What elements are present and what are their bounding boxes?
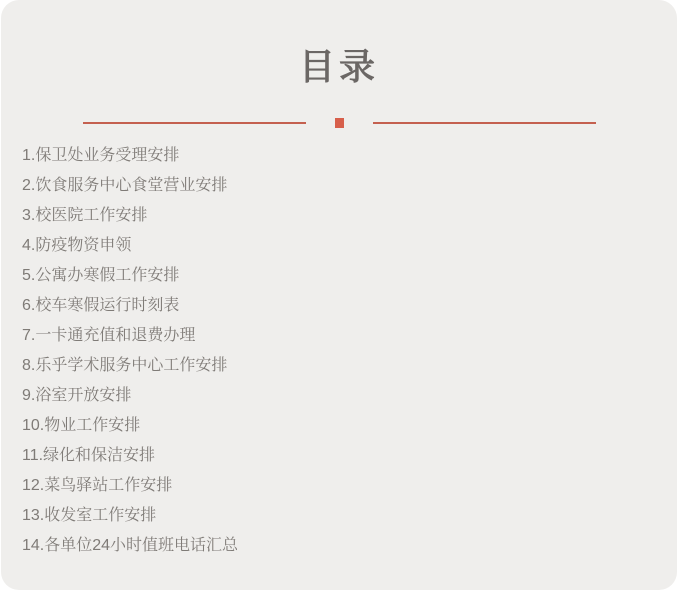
toc-item: 11.绿化和保洁安排: [22, 447, 156, 464]
toc-item: 1.保卫处业务受理安排: [22, 147, 180, 164]
toc-card: [1, 0, 677, 590]
toc-item: 9.浴室开放安排: [22, 387, 132, 404]
toc-item: 13.收发室工作安排: [22, 507, 157, 524]
toc-item: 12.菜鸟驿站工作安排: [22, 477, 173, 494]
divider-square-icon: [335, 118, 344, 128]
toc-item: 6.校车寒假运行时刻表: [22, 297, 180, 314]
page-title: 目录: [298, 46, 379, 87]
toc-item: 4.防疫物资申领: [22, 237, 132, 254]
divider-left-line: [83, 122, 306, 124]
title-divider: [1, 118, 677, 128]
toc-item: 8.乐乎学术服务中心工作安排: [22, 357, 228, 374]
toc-item: 5.公寓办寒假工作安排: [22, 267, 180, 284]
toc-item: 7.一卡通充值和退费办理: [22, 327, 196, 344]
toc-item: 10.物业工作安排: [22, 417, 141, 434]
toc-item: 2.饮食服务中心食堂营业安排: [22, 177, 228, 194]
toc-item: 14.各单位24小时值班电话汇总: [22, 537, 239, 554]
toc-item: 3.校医院工作安排: [22, 207, 148, 224]
divider-right-line: [373, 122, 596, 124]
toc-list: [1, 141, 677, 561]
